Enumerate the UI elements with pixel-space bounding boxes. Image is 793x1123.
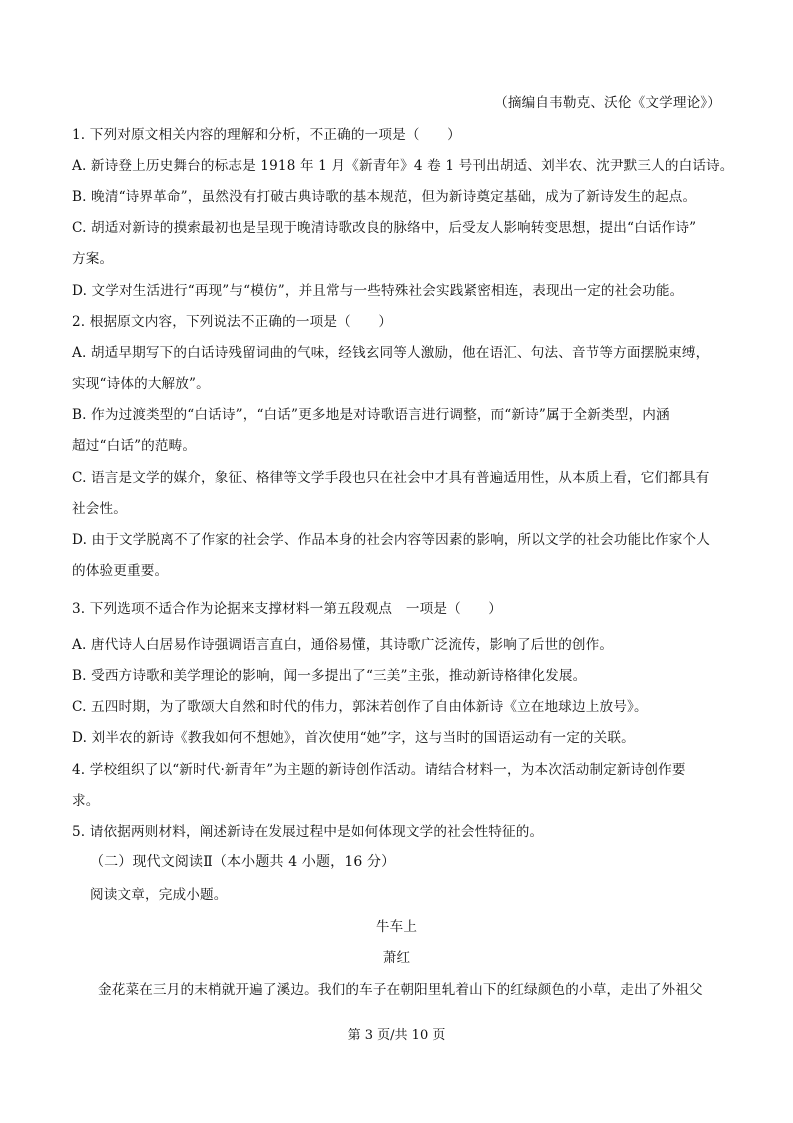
question-1-option-d: D. 文学对生活进行“再现”与“模仿”，并且常与一些特殊社会实践紧密相连，表现出一定的社会功能。 xyxy=(72,283,684,299)
question-5-text: 5. 请依据两则材料，阐述新诗在发展过程中是如何体现文学的社会性特征的。 xyxy=(72,824,544,840)
reading-instruction: 阅读文章，完成小题。 xyxy=(90,887,228,903)
question-3-option-b: B. 受西方诗歌和美学理论的影响，闻一多提出了“三美”主张，推动新诗格律化发展。 xyxy=(72,668,587,684)
question-2-option-d-cont: 的体验更重要。 xyxy=(72,563,169,579)
article-paragraph: 金花菜在三月的末梢就开遍了溪边。我们的车子在朝阳里轧着山下的红绿颜色的小草，走出了外祖父 xyxy=(98,982,703,998)
question-1-stem: 1. 下列对原文相关内容的理解和分析，不正确的一项是（ ） xyxy=(72,127,461,143)
question-2-stem: 2. 根据原文内容，下列说法不正确的一项是（ ） xyxy=(72,314,393,330)
question-2-option-c-cont: 社会性。 xyxy=(72,501,127,517)
source-citation: （摘编自韦勒克、沃伦《文学理论》） xyxy=(494,95,721,111)
article-author: 萧红 xyxy=(382,950,411,966)
question-1-option-a: A. 新诗登上历史舞台的标志是 1918 年 1 月《新青年》4 卷 1 号刊出胡适、刘半农、沈尹默三人的白话诗。 xyxy=(72,158,734,174)
question-4-text: 4. 学校组织了以“新时代·新青年”为主题的新诗创作活动。请结合材料一，为本次活动制定新诗创作要 xyxy=(72,762,686,778)
question-2-option-a-cont: 实现“诗体的大解放”。 xyxy=(72,376,210,392)
question-2-option-b-cont: 超过“白话”的范畴。 xyxy=(72,438,197,454)
question-3-stem: 3. 下列选项不适合作为论据来支撑材料一第五段观点 一项是（ ） xyxy=(72,601,503,617)
question-3-option-c: C. 五四时期，为了歌颂大自然和时代的伟力，郭沫若创作了自由体新诗《立在地球边上放号》。 xyxy=(72,699,648,715)
article-title: 牛车上 xyxy=(375,919,418,935)
question-3-option-a: A. 唐代诗人白居易作诗强调语言直白，通俗易懂，其诗歌广泛流传，影响了后世的创作。 xyxy=(72,637,614,653)
question-2-option-b: B. 作为过渡类型的“白话诗”，“白话”更多地是对诗歌语言进行调整，而“新诗”属于全新类型，内涵 xyxy=(72,407,670,423)
question-2-option-c: C. 语言是文学的媒介，象征、格律等文学手段也只在社会中才具有普遍适用性，从本质上看，它们都具有 xyxy=(72,470,710,486)
section-heading: （二）现代文阅读Ⅱ（本小题共 4 小题，16 分） xyxy=(90,854,396,870)
question-1-option-c: C. 胡适对新诗的摸索最初也是呈现于晚清诗歌改良的脉络中，后受友人影响转变思想，提出“白话作诗” xyxy=(72,220,697,236)
question-2-option-a: A. 胡适早期写下的白话诗残留词曲的气味，经钱玄同等人激励，他在语汇、句法、音节等方面摆脱束缚， xyxy=(72,345,710,361)
question-2-option-d: D. 由于文学脱离不了作家的社会学、作品本身的社会内容等因素的影响，所以文学的社会功能比作家个人 xyxy=(72,532,710,548)
question-1-option-b: B. 晚清“诗界革命”，虽然没有打破古典诗歌的基本规范，但为新诗奠定基础，成为了新诗发生的起点。 xyxy=(72,189,697,205)
page-number: 第 3 页/共 10 页 xyxy=(347,1028,446,1043)
question-1-option-c-cont: 方案。 xyxy=(72,251,114,267)
question-3-option-d: D. 刘半农的新诗《教我如何不想她》，首次使用“她”字，这与当时的国语运动有一定的关联。 xyxy=(72,730,635,746)
question-4-text-cont: 求。 xyxy=(72,793,100,809)
